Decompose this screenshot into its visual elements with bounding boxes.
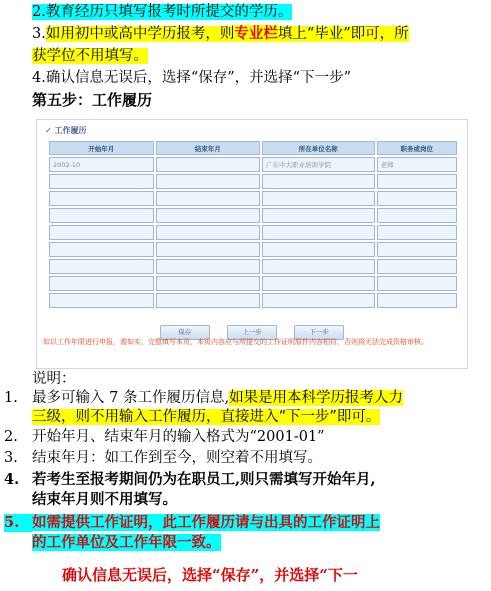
note-4-line2 [32,491,177,509]
position-cell[interactable] [377,276,457,291]
table-row [49,276,457,291]
position-cell[interactable] [377,174,457,189]
end-date-cell[interactable] [156,208,261,223]
employer-cell[interactable] [262,225,375,240]
start-date-cell[interactable] [49,208,154,223]
header-employer: 所在单位名称 [262,141,375,155]
table-row [49,242,457,257]
note-2 [4,428,325,446]
note-1-number: 1. [4,390,18,406]
position-cell[interactable] [377,208,457,223]
note-3 [4,449,322,467]
end-date-cell[interactable] [156,293,261,308]
employer-cell[interactable] [262,208,375,223]
note-5-number: 5. [4,514,32,532]
note-1-text-c: 三级，则不用输入工作履历，直接进入“下一步”即可。 [32,409,381,425]
table-row [49,157,457,172]
next-step-button[interactable]: 下一步 [294,325,344,340]
end-date-cell[interactable] [156,191,261,206]
start-date-cell[interactable] [49,259,154,274]
table-row [49,259,457,274]
note-1-text-a: 最多可输入 7 条工作履历信息, [32,390,230,406]
final-instruction: 确认信息无误后，选择“保存”，并选择“下一 [62,566,358,584]
note-4-text-a: 若考生至报考期间仍为在职员工,则只需填写开始年月, [32,471,376,488]
panel-title: ✓ 工作履历 [45,126,87,135]
intro-item-3-line2 [32,46,148,66]
end-date-cell[interactable] [156,276,261,291]
employer-cell[interactable] [262,242,375,257]
header-start-date: 开始年月 [49,141,154,155]
table-row [49,191,457,206]
note-3-number: 3. [4,450,18,466]
work-history-panel [36,119,468,369]
start-date-cell[interactable]: 2002-10 [49,157,154,172]
start-date-cell[interactable] [49,174,154,189]
intro-item-3-text-b: 填上“毕业”即可，所 [277,26,409,42]
intro-item-3-text-a: 如用初中或高中学历报考，则 [45,26,235,42]
note-1-text-b: 如果是用本科学历报考人力 [229,390,404,406]
end-date-cell[interactable] [156,174,261,189]
position-cell[interactable]: 老师 [377,157,457,172]
notes-heading: 说明： [32,371,76,387]
start-date-cell[interactable] [49,276,154,291]
intro-item-3-highlight: 专业栏 [234,25,278,42]
intro-item-2-number: 2. [32,4,46,20]
intro-item-4: 4.确认信息无误后，选择“保存”，并选择“下一步” [32,70,351,86]
intro-item-2 [32,2,292,22]
employer-cell[interactable]: 广东中大职业培训学院 [262,157,375,172]
header-position: 职务或岗位 [377,141,457,155]
note-2-number: 2. [4,429,18,445]
position-cell[interactable] [377,242,457,257]
employer-cell[interactable] [262,276,375,291]
position-cell[interactable] [377,225,457,240]
employer-cell[interactable] [262,174,375,189]
start-date-cell[interactable] [49,242,154,257]
note-5-line2 [32,534,221,552]
table-body [49,157,457,308]
note-1-line1 [4,389,403,407]
position-cell[interactable] [377,259,457,274]
header-end-date: 结束年月 [156,141,261,155]
intro-item-3-number: 3. [32,26,46,42]
panel-notice: 如以工作年限进行申报，需如实、完整填写本页，本页内容应与所提交的工作证明原件内容相符，否则将无法完成资格审核。 [43,338,428,346]
note-5-line1 [4,514,380,532]
note-2-text: 开始年月、结束年月的输入格式为“2001-01” [32,429,325,445]
note-1-line2 [32,408,380,426]
note-3-text: 结束年月：如工作到至今，则空着不用填写。 [32,450,322,466]
start-date-cell[interactable] [49,293,154,308]
note-5-text-a: 如需提供工作证明，此工作履历请与出具的工作证明上 [32,514,380,531]
table-header-row [49,141,457,155]
end-date-cell[interactable] [156,259,261,274]
note-4-line1 [4,471,376,489]
employer-cell[interactable] [262,191,375,206]
intro-item-3-text-c: 获学位不用填写。 [32,48,148,64]
position-cell[interactable] [377,191,457,206]
step-heading: 第五步：工作履历 [32,91,153,109]
employer-cell[interactable] [262,293,375,308]
start-date-cell[interactable] [49,225,154,240]
note-4-number: 4. [4,471,20,488]
table-row [49,225,457,240]
intro-item-3-line1 [32,24,409,44]
save-button[interactable]: 保存 [160,325,210,340]
work-history-table [47,139,459,310]
end-date-cell[interactable] [156,157,261,172]
table-row [49,208,457,223]
end-date-cell[interactable] [156,242,261,257]
start-date-cell[interactable] [49,191,154,206]
position-cell[interactable] [377,293,457,308]
intro-item-2-text: 教育经历只填写报考时所提交的学历。 [45,4,293,20]
note-5-text-b: 的工作单位及工作年限一致。 [32,534,221,551]
previous-step-button[interactable]: 上一步 [227,325,277,340]
table-row [49,293,457,308]
note-4-text-b: 结束年月则不用填写。 [32,491,177,508]
end-date-cell[interactable] [156,225,261,240]
panel-title-text: 工作履历 [54,126,87,135]
table-row [49,174,457,189]
employer-cell[interactable] [262,259,375,274]
